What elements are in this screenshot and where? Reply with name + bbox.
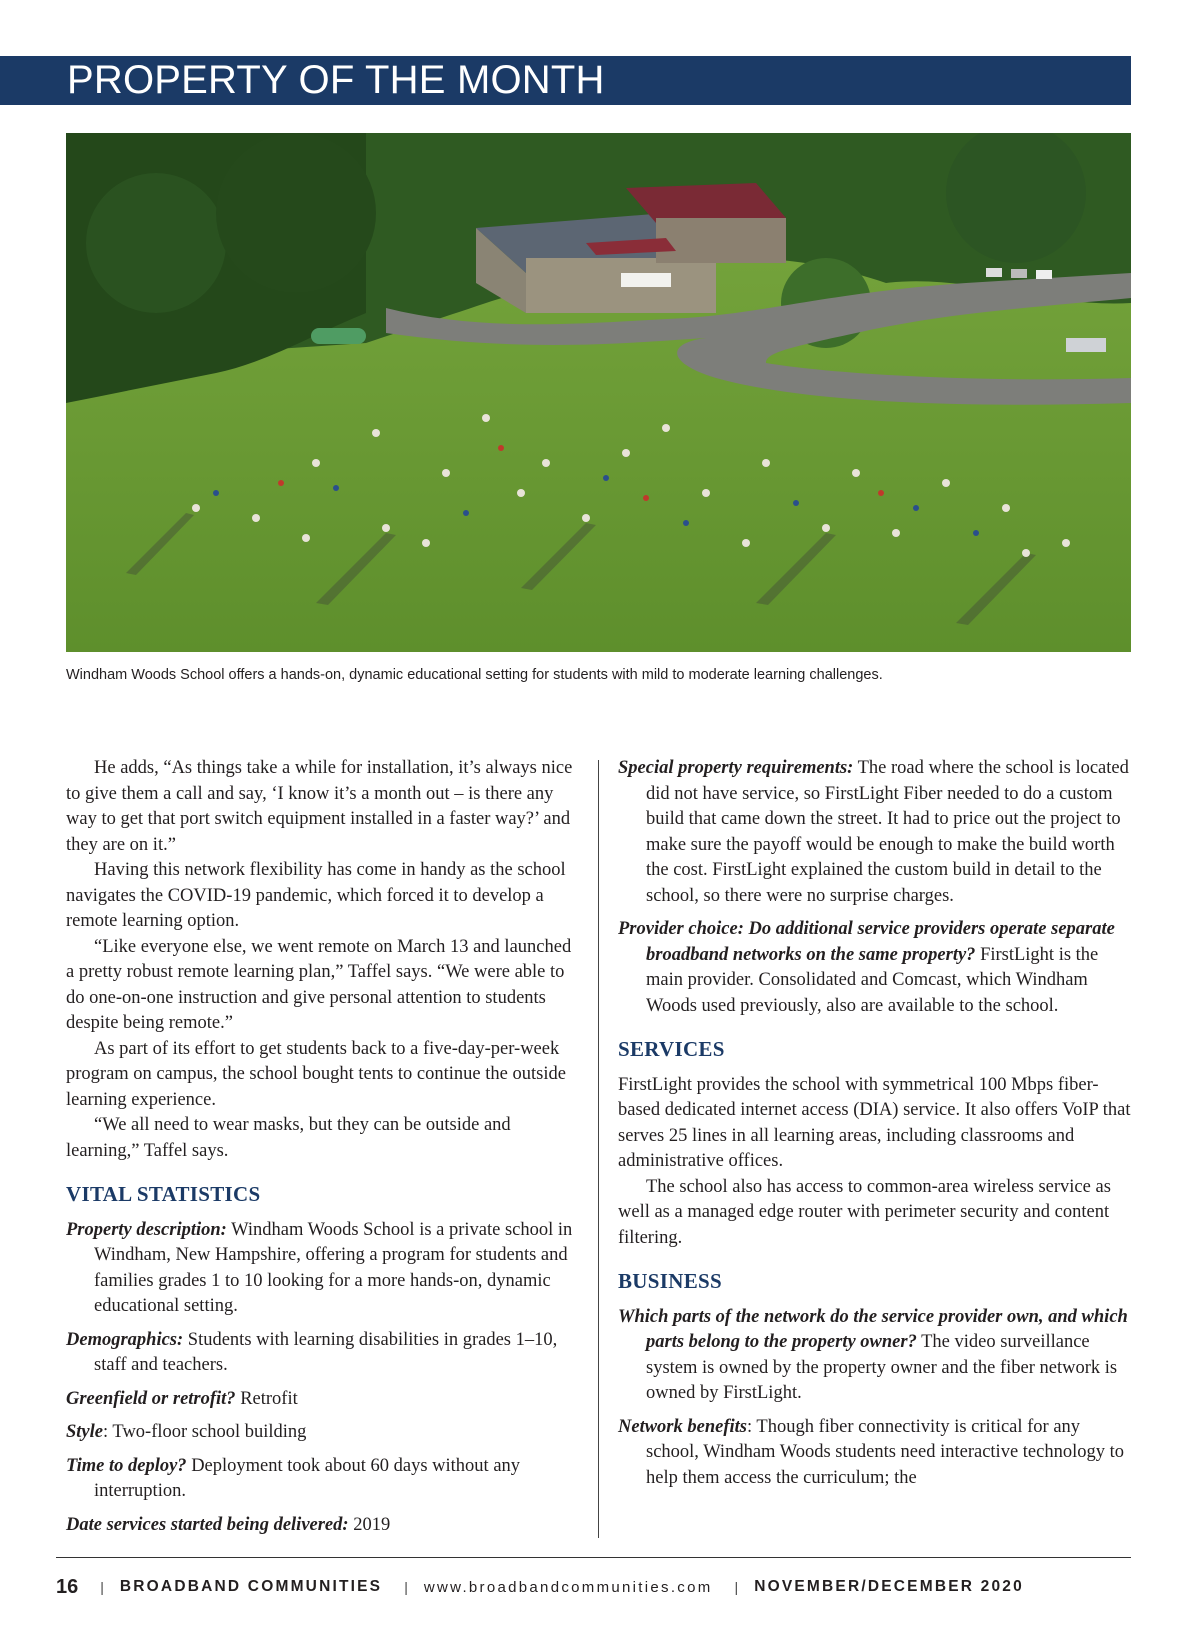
stat-entry — [66, 1218, 577, 1320]
body-paragraph: “We all need to wear masks, but they can be outside and learning,” Taffel says. — [66, 1115, 511, 1161]
stat-entry — [66, 1420, 577, 1446]
body-paragraph: Having this network flexibility has come in handy as the school navigates the COVID-19 pandemic, which forced it to develop a remote learning option. — [66, 860, 566, 931]
stat-text: : Two-floor school building — [103, 1422, 307, 1442]
stat-text: The road where the school is located did not have service, so FirstLight Fiber needed to do a custom build that came down the street. It had to price out the project to make sure the payoff would be enough to make the build worth the cost. FirstLight explained the custom build in detail to the school, so there were no surprise charges. — [646, 758, 1129, 906]
stat-label: Time to deploy? — [66, 1455, 187, 1476]
right-column — [618, 756, 1131, 1499]
body-paragraph: The school also has access to common-area wireless service as well as a managed edge router with perimeter security and content filtering. — [618, 1176, 1111, 1248]
page-footer — [56, 1573, 1131, 1601]
vital-statistics-heading: VITAL STATISTICS — [66, 1182, 261, 1206]
stat-entry — [66, 1328, 577, 1379]
section-banner — [0, 56, 1131, 105]
aerial-photo-illustration — [66, 133, 1131, 652]
stat-text: The video surveillance system is owned by the property owner and the fiber network is owned by FirstLight. — [646, 1332, 1118, 1403]
body-paragraph: “Like everyone else, we went remote on March 13 and launched a pretty robust remote learning plan,” Taffel says. “We were able to do one-on-one instruction and give personal attention to students despite being remote.” — [66, 936, 572, 1033]
column-divider — [598, 760, 599, 1538]
stat-label: Demographics: — [66, 1329, 184, 1350]
footer-separator: | — [100, 1579, 104, 1595]
services-heading: SERVICES — [618, 1037, 725, 1061]
stat-entry — [66, 1454, 577, 1505]
issue-date: NOVEMBER/DECEMBER 2020 — [754, 1578, 1024, 1595]
business-heading: BUSINESS — [618, 1269, 722, 1293]
left-column — [66, 756, 577, 1546]
stat-entry — [618, 1305, 1131, 1407]
stat-text: Windham Woods School is a private school in Windham, New Hampshire, offering a program for students and families grades 1 to 10 looking for a more hands-on, dynamic educational setting. — [94, 1219, 573, 1316]
footer-rule — [56, 1557, 1131, 1558]
stat-label: Provider choice: Do additional service providers operate separate broadband networks on the same property? — [618, 919, 1115, 965]
stat-label: Date services started being delivered: — [66, 1514, 349, 1535]
stat-entry — [618, 756, 1131, 909]
stat-text: Deployment took about 60 days without any interruption. — [94, 1455, 521, 1501]
footer-separator: | — [404, 1579, 408, 1595]
body-paragraph: As part of its effort to get students back to a five-day-per-week program on campus, the school bought tents to continue the outside learning experience. — [66, 1038, 566, 1110]
stat-label: Which parts of the network do the service provider own, and which parts belong to the property owner? — [618, 1306, 1128, 1352]
stat-entry — [66, 1513, 577, 1539]
school-aerial-photo — [66, 133, 1131, 652]
stat-label: Property description: — [66, 1219, 227, 1240]
stat-entry — [618, 917, 1131, 1019]
stat-text: Retrofit — [235, 1388, 298, 1409]
stat-label: Network benefits — [618, 1416, 747, 1437]
stat-label: Special property requirements: — [618, 758, 854, 778]
publication-name: BROADBAND COMMUNITIES — [119, 1578, 383, 1595]
page-number: 16 — [56, 1575, 79, 1598]
stat-label: Style — [66, 1422, 103, 1442]
body-paragraph: He adds, “As things take a while for installation, it’s always nice to give them a call and say, ‘I know it’s a month out – is there any way to get that port switch equipment installed in a faster way?’ and they are on it.” — [66, 758, 573, 855]
stat-text: Students with learning disabilities in grades 1–10, staff and teachers. — [94, 1329, 558, 1375]
stat-entry — [66, 1387, 577, 1413]
stat-entry — [618, 1415, 1131, 1492]
body-paragraph: FirstLight provides the school with symmetrical 100 Mbps fiber-based dedicated internet access (DIA) service. It also offers VoIP that serves 25 lines in all learning areas, including classrooms and administrative offices. — [618, 1074, 1131, 1171]
footer-separator: | — [734, 1579, 739, 1595]
banner-title: PROPERTY OF THE MONTH — [67, 58, 605, 102]
photo-caption: Windham Woods School offers a hands-on, dynamic educational setting for students with mild to moderate learning challenges. — [66, 667, 883, 683]
publication-url: www.broadbandcommunities.com — [423, 1578, 713, 1596]
stat-label: Greenfield or retrofit? — [66, 1388, 236, 1409]
stat-text: FirstLight is the main provider. Consolidated and Comcast, which Windham Woods used previously, also are available to the school. — [646, 944, 1099, 1016]
stat-text: : Though fiber connectivity is critical for any school, Windham Woods students need interactive technology to help them access the curriculum; the — [646, 1416, 1124, 1488]
stat-text: 2019 — [348, 1514, 391, 1535]
